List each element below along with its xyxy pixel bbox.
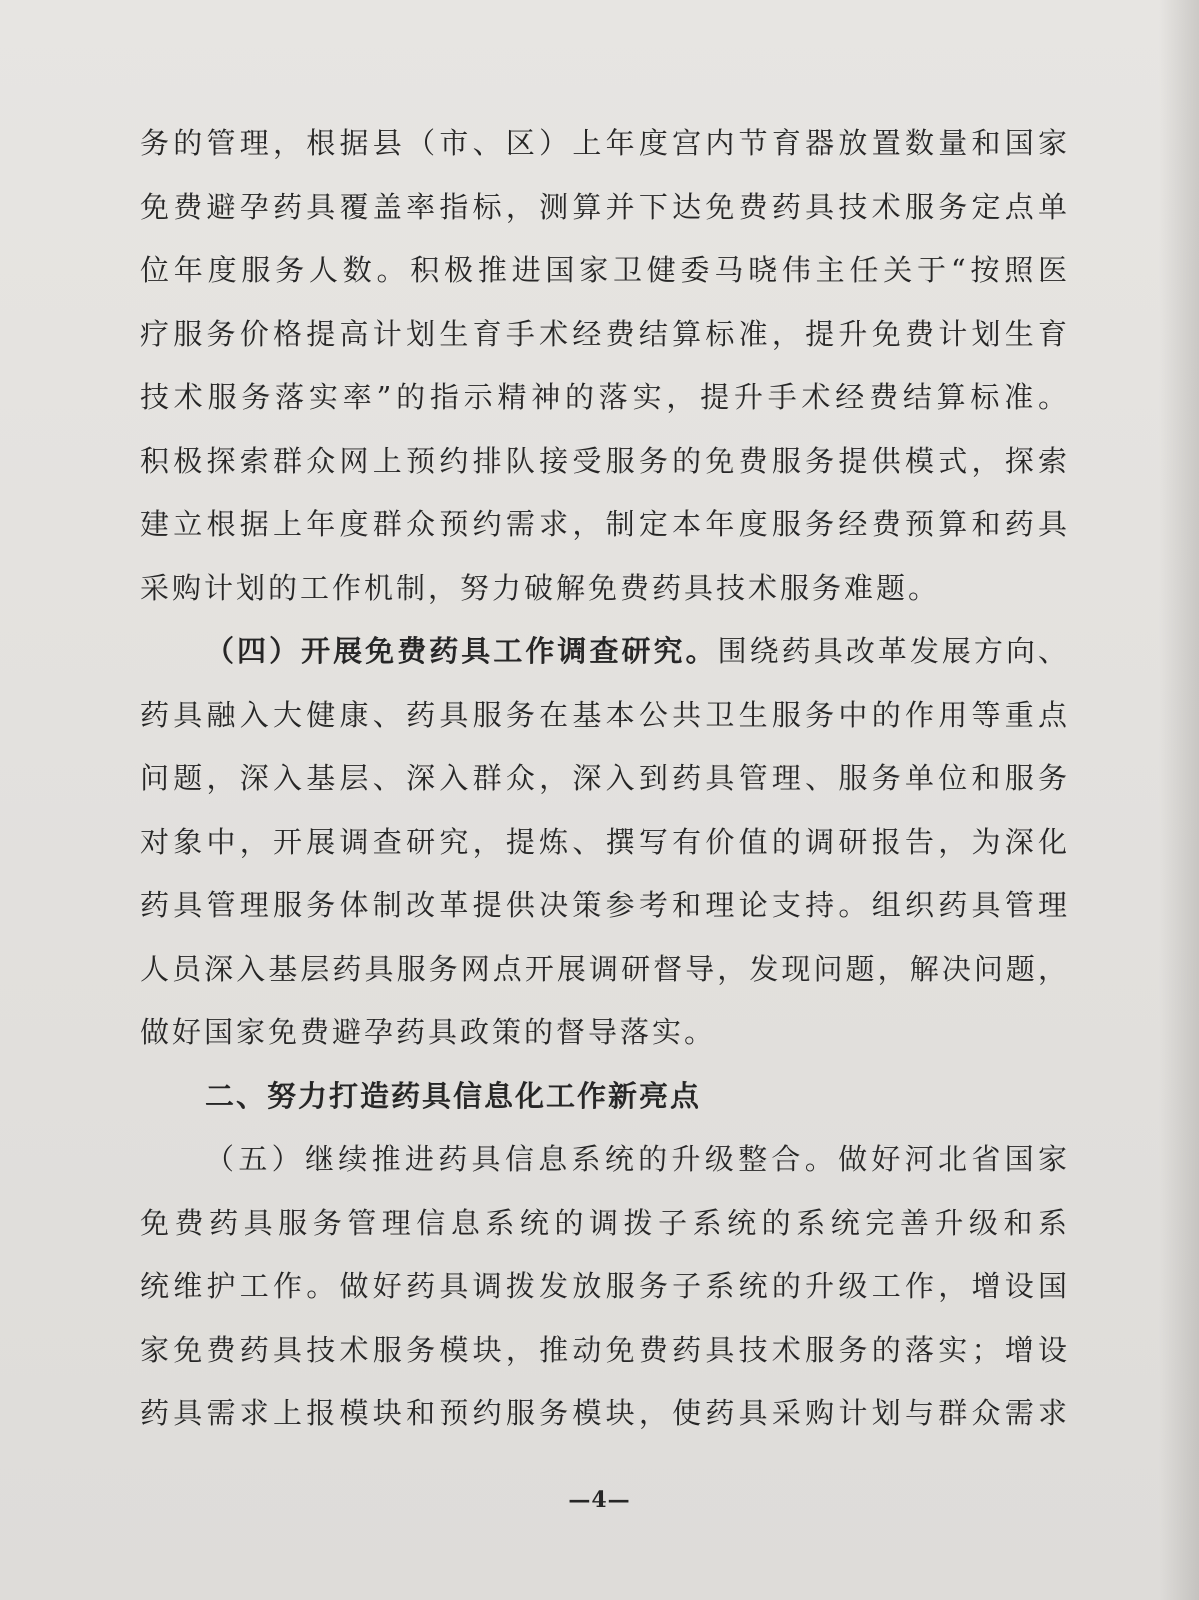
paragraph-1-line: 建立根据上年度群众预约需求，制定本年度服务经费预算和药具: [140, 507, 1070, 541]
paragraph-1-line: 技术服务落实率”的指示精神的落实，提升手术经费结算标准。: [140, 380, 1070, 414]
paragraph-2-line: 药具管理服务体制改革提供决策参考和理论支持。组织药具管理: [140, 888, 1070, 922]
paragraph-2-line: 做好国家免费避孕药具政策的督导落实。: [140, 1015, 717, 1049]
paragraph-2-line: 问题，深入基层、深入群众，深入到药具管理、服务单位和服务: [140, 761, 1070, 795]
paragraph-3-line: （五）继续推进药具信息系统的升级整合。做好河北省国家: [205, 1142, 1070, 1176]
section-heading: 二、努力打造药具信息化工作新亮点: [205, 1078, 702, 1113]
paragraph-1-line: 疗服务价格提高计划生育手术经费结算标准，提升免费计划生育: [140, 316, 1070, 351]
paragraph-2-first-line: [140, 620, 1070, 684]
paragraph-3-line: 免费药具服务管理信息系统的调拨子系统的系统完善升级和系: [140, 1205, 1070, 1240]
document-body: [140, 112, 1070, 1446]
page-number: —4—: [568, 1487, 631, 1513]
paragraph-3-line: 药具需求上报模块和预约服务模块，使药具采购计划与群众需求: [140, 1396, 1070, 1430]
paragraph-2-line: 人员深入基层药具服务网点开展调研督导，发现问题，解决问题，: [140, 951, 1070, 986]
paragraph-2-line: 药具融入大健康、药具服务在基本公共卫生服务中的作用等重点: [140, 697, 1070, 732]
paragraph-3-line: 统维护工作。做好药具调拨发放服务子系统的升级工作，增设国: [140, 1269, 1070, 1303]
paragraph-1-line: 积极探索群众网上预约排队接受服务的免费服务提供模式，探索: [140, 443, 1070, 478]
paragraph-3-line: 家免费药具技术服务模块，推动免费药具技术服务的落实；增设: [140, 1332, 1070, 1367]
paragraph-1-line: 位年度服务人数。积极推进国家卫健委马晓伟主任关于“按照医: [140, 253, 1070, 287]
paragraph-2-lead-heading: （四）开展免费药具工作调查研究。: [205, 634, 718, 668]
paragraph-2-line: 围绕药具改革发展方向、: [717, 634, 1070, 668]
paragraph-2-line: 对象中，开展调查研究，提炼、撰写有价值的调研报告，为深化: [140, 824, 1070, 859]
paragraph-1-line: 免费避孕药具覆盖率指标，测算并下达免费药具技术服务定点单: [140, 189, 1070, 224]
paragraph-1-line: 采购计划的工作机制，努力破解免费药具技术服务难题。: [140, 570, 941, 605]
paragraph-1-line: 务的管理，根据县（市、区）上年度宫内节育器放置数量和国家: [140, 126, 1070, 160]
